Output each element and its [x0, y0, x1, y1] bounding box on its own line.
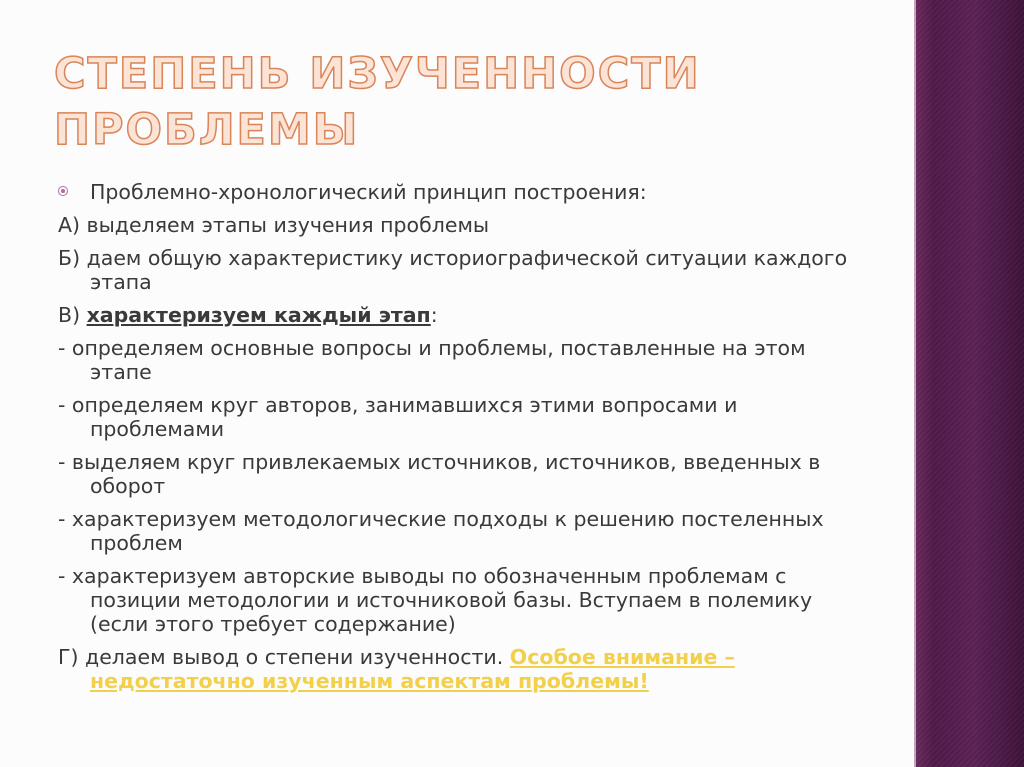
item-g: [58, 645, 858, 693]
title-line-1: СТЕПЕНЬ ИЗУЧЕННОСТИ: [54, 49, 701, 99]
title-line-2: ПРОБЛЕМЫ: [54, 105, 360, 155]
item-g-text: Г) делаем вывод о степени изученности.: [58, 645, 510, 669]
slide-body: [58, 180, 858, 702]
item-c-suffix: :: [430, 303, 438, 327]
circle-bullet-icon: [58, 186, 68, 196]
bullet-text: Проблемно-хронологический принцип построения:: [90, 180, 647, 204]
item-b: Б) даем общую характеристику историографической ситуации каждого этапа: [58, 246, 848, 294]
item-g-highlight: Особое внимание – недостаточно изученным аспектам проблемы!: [90, 645, 735, 693]
dash-item-5: - характеризуем авторские выводы по обозначенным проблемам с позиции методологии и источниковой базы. Вступаем в полемику (если этого требует содержание): [58, 564, 813, 636]
dash-item-3: - выделяем круг привлекаемых источников, источников, введенных в оборот: [58, 450, 821, 498]
dash-item-4: - характеризуем методологические подходы к решению постеленных проблем: [58, 507, 824, 555]
item-c-emphasis: характеризуем каждый этап: [86, 303, 431, 327]
item-c-prefix: В): [58, 303, 87, 327]
dash-item-2: - определяем круг авторов, занимавшихся этими вопросами и проблемами: [58, 393, 738, 441]
slide-title: [54, 46, 894, 158]
item-a: А) выделяем этапы изучения проблемы: [58, 213, 490, 237]
bullet-paragraph: [58, 180, 858, 204]
item-c: [58, 303, 858, 327]
decorative-side-band: [914, 0, 1024, 767]
dash-item-1: - определяем основные вопросы и проблемы, поставленные на этом этапе: [58, 336, 806, 384]
